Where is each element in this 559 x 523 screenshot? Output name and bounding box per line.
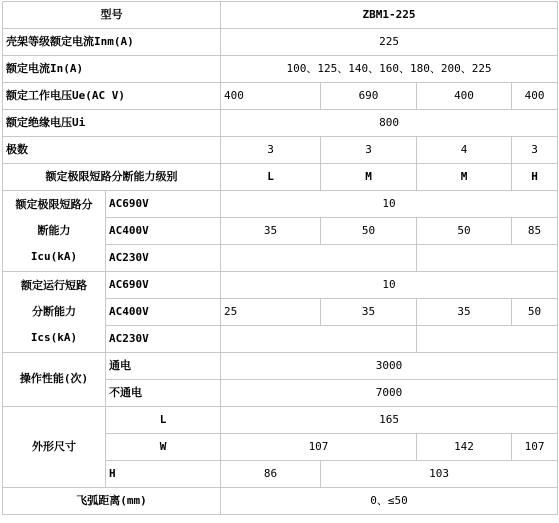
- ics-label-line: 额定运行短路: [21, 279, 87, 292]
- dimensions-w-value: 107: [221, 434, 417, 461]
- icu-label-line: 断能力: [37, 224, 71, 237]
- model-value: ZBM1-225: [221, 2, 558, 29]
- ics-ac400-value: 25: [221, 299, 321, 326]
- operation-label: 操作性能(次): [3, 353, 106, 407]
- dimensions-l-value: 165: [221, 407, 558, 434]
- insulation-voltage-label: 额定绝缘电压Ui: [3, 110, 221, 137]
- row-rated-voltage: [3, 83, 558, 110]
- dimensions-w-value: 142: [417, 434, 512, 461]
- icu-ac400-value: 50: [417, 218, 512, 245]
- ics-label: [3, 272, 106, 353]
- poles-value: 3: [512, 137, 558, 164]
- breaking-level-value: H: [512, 164, 558, 191]
- dimensions-h-value: 86: [221, 461, 321, 488]
- row-poles: [3, 137, 558, 164]
- icu-ac690-value: 10: [221, 191, 558, 218]
- operation-unpowered-label: 不通电: [106, 380, 221, 407]
- breaking-level-value: L: [221, 164, 321, 191]
- model-label: 型号: [3, 2, 221, 29]
- ics-ac230-empty: [417, 326, 558, 353]
- poles-value: 3: [321, 137, 417, 164]
- ics-ac400-value: 35: [321, 299, 417, 326]
- arc-distance-value: 0、≤50: [221, 488, 558, 515]
- rated-voltage-value: 400: [512, 83, 558, 110]
- poles-label: 极数: [3, 137, 221, 164]
- dimensions-l-label: L: [106, 407, 221, 434]
- icu-ac400-value: 35: [221, 218, 321, 245]
- dimensions-h-label: H: [106, 461, 221, 488]
- ics-ac690-label: AC690V: [106, 272, 221, 299]
- ics-ac400-value: 35: [417, 299, 512, 326]
- dimensions-w-label: W: [106, 434, 221, 461]
- operation-unpowered-value: 7000: [221, 380, 558, 407]
- row-arc-distance: [3, 488, 558, 515]
- icu-ac400-value: 85: [512, 218, 558, 245]
- ics-ac230-label: AC230V: [106, 326, 221, 353]
- row-model: [3, 2, 558, 29]
- ics-ac230-empty: [221, 326, 417, 353]
- ics-label-line: Ics(kA): [30, 331, 78, 344]
- breaking-level-value: M: [321, 164, 417, 191]
- row-ics-690: [3, 272, 558, 299]
- rated-current-label: 额定电流In(A): [3, 56, 221, 83]
- row-breaking-level: [3, 164, 558, 191]
- poles-value: 4: [417, 137, 512, 164]
- icu-ac230-empty: [417, 245, 558, 272]
- row-insulation-voltage: [3, 110, 558, 137]
- icu-label: [3, 191, 106, 272]
- breaking-level-value: M: [417, 164, 512, 191]
- icu-ac690-label: AC690V: [106, 191, 221, 218]
- icu-ac400-label: AC400V: [106, 218, 221, 245]
- ics-label-line: 分断能力: [32, 305, 76, 318]
- icu-ac400-value: 50: [321, 218, 417, 245]
- insulation-voltage-value: 800: [221, 110, 558, 137]
- icu-label-line: 额定极限短路分: [15, 198, 93, 211]
- breaking-level-label: 额定极限短路分断能力级别: [3, 164, 221, 191]
- frame-current-label: 壳架等级额定电流Inm(A): [3, 29, 221, 56]
- row-frame-current: [3, 29, 558, 56]
- operation-powered-label: 通电: [106, 353, 221, 380]
- dimensions-w-value: 107: [512, 434, 558, 461]
- row-icu-690: [3, 191, 558, 218]
- dimensions-label: 外形尺寸: [3, 407, 106, 488]
- ics-ac690-value: 10: [221, 272, 558, 299]
- row-dimensions-l: [3, 407, 558, 434]
- rated-voltage-label: 额定工作电压Ue(AC V): [3, 83, 221, 110]
- icu-ac230-label: AC230V: [106, 245, 221, 272]
- rated-voltage-value: 690: [321, 83, 417, 110]
- arc-distance-label: 飞弧距离(mm): [3, 488, 221, 515]
- icu-ac230-empty: [221, 245, 417, 272]
- ics-ac400-label: AC400V: [106, 299, 221, 326]
- rated-voltage-value: 400: [417, 83, 512, 110]
- ics-ac400-value: 50: [512, 299, 558, 326]
- poles-value: 3: [221, 137, 321, 164]
- dimensions-h-value: 103: [321, 461, 558, 488]
- row-operation-powered: [3, 353, 558, 380]
- spec-table: [2, 1, 558, 515]
- operation-powered-value: 3000: [221, 353, 558, 380]
- icu-label-line: Icu(kA): [30, 250, 78, 263]
- row-rated-current: [3, 56, 558, 83]
- rated-voltage-value: 400: [221, 83, 321, 110]
- frame-current-value: 225: [221, 29, 558, 56]
- rated-current-value: 100、125、140、160、180、200、225: [221, 56, 558, 83]
